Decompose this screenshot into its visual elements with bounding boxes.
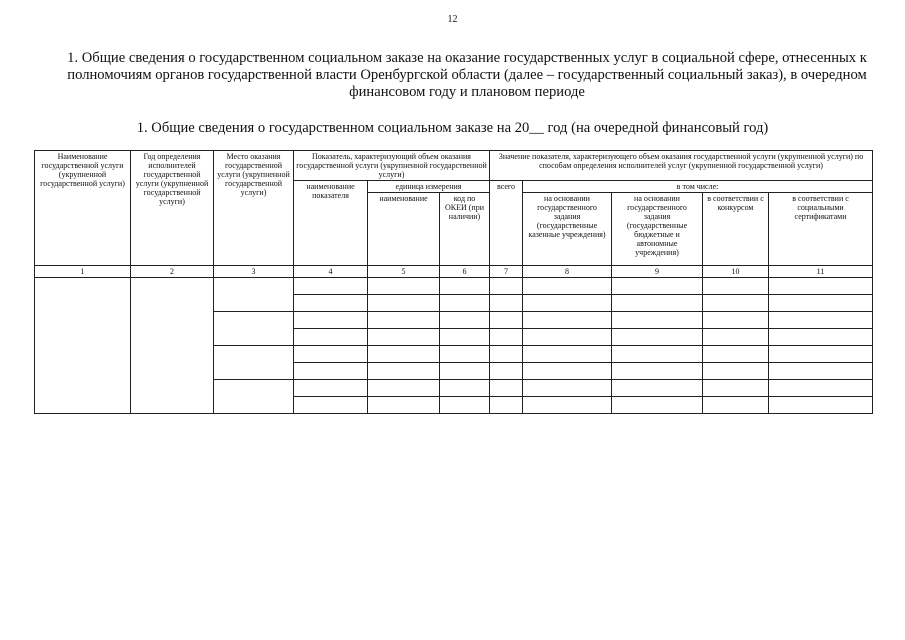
table-cell [523, 329, 612, 346]
table-cell [523, 363, 612, 380]
table-cell [368, 397, 440, 414]
cell-place [214, 346, 294, 380]
table-cell [769, 312, 873, 329]
table-cell [294, 363, 368, 380]
cell-place [214, 312, 294, 346]
table-cell [440, 295, 490, 312]
header-budget-institutions: на основании государственного задания (государственные бюджетные и автономные учреждения) [612, 193, 703, 266]
cell-place [214, 380, 294, 414]
table-cell [440, 363, 490, 380]
table-cell [294, 312, 368, 329]
table-cell [769, 295, 873, 312]
table-cell [769, 380, 873, 397]
header-indicator-name: наименование показателя [294, 181, 368, 266]
column-number: 9 [612, 266, 703, 278]
table-cell [490, 363, 523, 380]
table-cell [440, 329, 490, 346]
table-cell [703, 312, 769, 329]
column-number: 3 [214, 266, 294, 278]
cell-service-name [35, 278, 131, 414]
column-number: 10 [703, 266, 769, 278]
table-cell [294, 329, 368, 346]
table-cell [612, 312, 703, 329]
subsection-heading: 1. Общие сведения о государственном социальном заказе на 20__ год (на очередной финансовый год) [136, 120, 769, 136]
table-cell [703, 295, 769, 312]
table-cell [769, 397, 873, 414]
header-value-group: Значение показателя, характеризующего объем оказания государственной услуги (укрупненной услуги) по способам определения исполнителей услуг (укрупненной государственной услуги) [490, 151, 873, 181]
table-cell [769, 278, 873, 295]
table-cell [294, 397, 368, 414]
column-number: 2 [131, 266, 214, 278]
table-cell [294, 295, 368, 312]
table-cell [368, 312, 440, 329]
table-cell [523, 380, 612, 397]
table-cell [490, 295, 523, 312]
table-row [35, 278, 873, 295]
table-cell [612, 278, 703, 295]
header-certificates: в соответствии с социальными сертификатами [769, 193, 873, 266]
column-number: 1 [35, 266, 131, 278]
table-cell [523, 295, 612, 312]
table-cell [612, 329, 703, 346]
page-number: 12 [447, 14, 458, 25]
header-including: в том числе: [523, 181, 873, 193]
table-cell [523, 346, 612, 363]
table-cell [368, 329, 440, 346]
table-cell [703, 363, 769, 380]
table-cell [440, 397, 490, 414]
table-cell [490, 312, 523, 329]
table-cell [490, 380, 523, 397]
table-cell [368, 363, 440, 380]
table-cell [769, 363, 873, 380]
table-cell [368, 380, 440, 397]
column-number: 6 [440, 266, 490, 278]
cell-place [214, 278, 294, 312]
header-total: всего [490, 181, 523, 266]
table-cell [440, 380, 490, 397]
header-service-name: Наименование государственной услуги (укрупненной государственной услуги) [35, 151, 131, 266]
table-cell [490, 397, 523, 414]
cell-year [131, 278, 214, 414]
header-place: Место оказания государственной услуги (укрупненной государственной услуги) [214, 151, 294, 266]
table-cell [703, 346, 769, 363]
table-cell [294, 278, 368, 295]
table-cell [703, 278, 769, 295]
table-cell [294, 346, 368, 363]
table-cell [769, 329, 873, 346]
header-unit-group: единица измерения [368, 181, 490, 193]
header-indicator-group: Показатель, характеризующий объем оказания государственной услуги (укрупненной государственной услуги) [294, 151, 490, 181]
column-number: 8 [523, 266, 612, 278]
social-order-table [34, 150, 873, 414]
column-number: 5 [368, 266, 440, 278]
table-cell [368, 295, 440, 312]
table-cell [612, 363, 703, 380]
table-cell [523, 397, 612, 414]
table-cell [612, 295, 703, 312]
table-cell [612, 346, 703, 363]
header-contest: в соответствии с конкурсом [703, 193, 769, 266]
section-heading: 1. Общие сведения о государственном социальном заказе на оказание государственных услуг в социальной сфере, отнесенных к полномочиям органов государственной власти Оренбургской области (далее – государственный социальный заказ), в очередном финансовом году и плановом периоде [67, 50, 867, 100]
table-cell [523, 278, 612, 295]
header-unit-name: наименование [368, 193, 440, 266]
header-year: Год определения исполнителей государственной услуги (укрупненной государственной услуги) [131, 151, 214, 266]
header-state-institutions: на основании государственного задания (государственные казенные учреждения) [523, 193, 612, 266]
table-cell [440, 278, 490, 295]
column-number: 4 [294, 266, 368, 278]
table-cell [523, 312, 612, 329]
column-number-row [35, 266, 873, 278]
table-cell [368, 346, 440, 363]
table-cell [490, 346, 523, 363]
table-cell [612, 397, 703, 414]
table-cell [612, 380, 703, 397]
table-cell [703, 380, 769, 397]
table-cell [440, 346, 490, 363]
table-cell [769, 346, 873, 363]
table-cell [490, 278, 523, 295]
table-cell [703, 397, 769, 414]
column-number: 11 [769, 266, 873, 278]
header-unit-okei: код по ОКЕИ (при наличии) [440, 193, 490, 266]
table-cell [703, 329, 769, 346]
column-number: 7 [490, 266, 523, 278]
table-cell [440, 312, 490, 329]
table-cell [368, 278, 440, 295]
table-cell [294, 380, 368, 397]
table-cell [490, 329, 523, 346]
